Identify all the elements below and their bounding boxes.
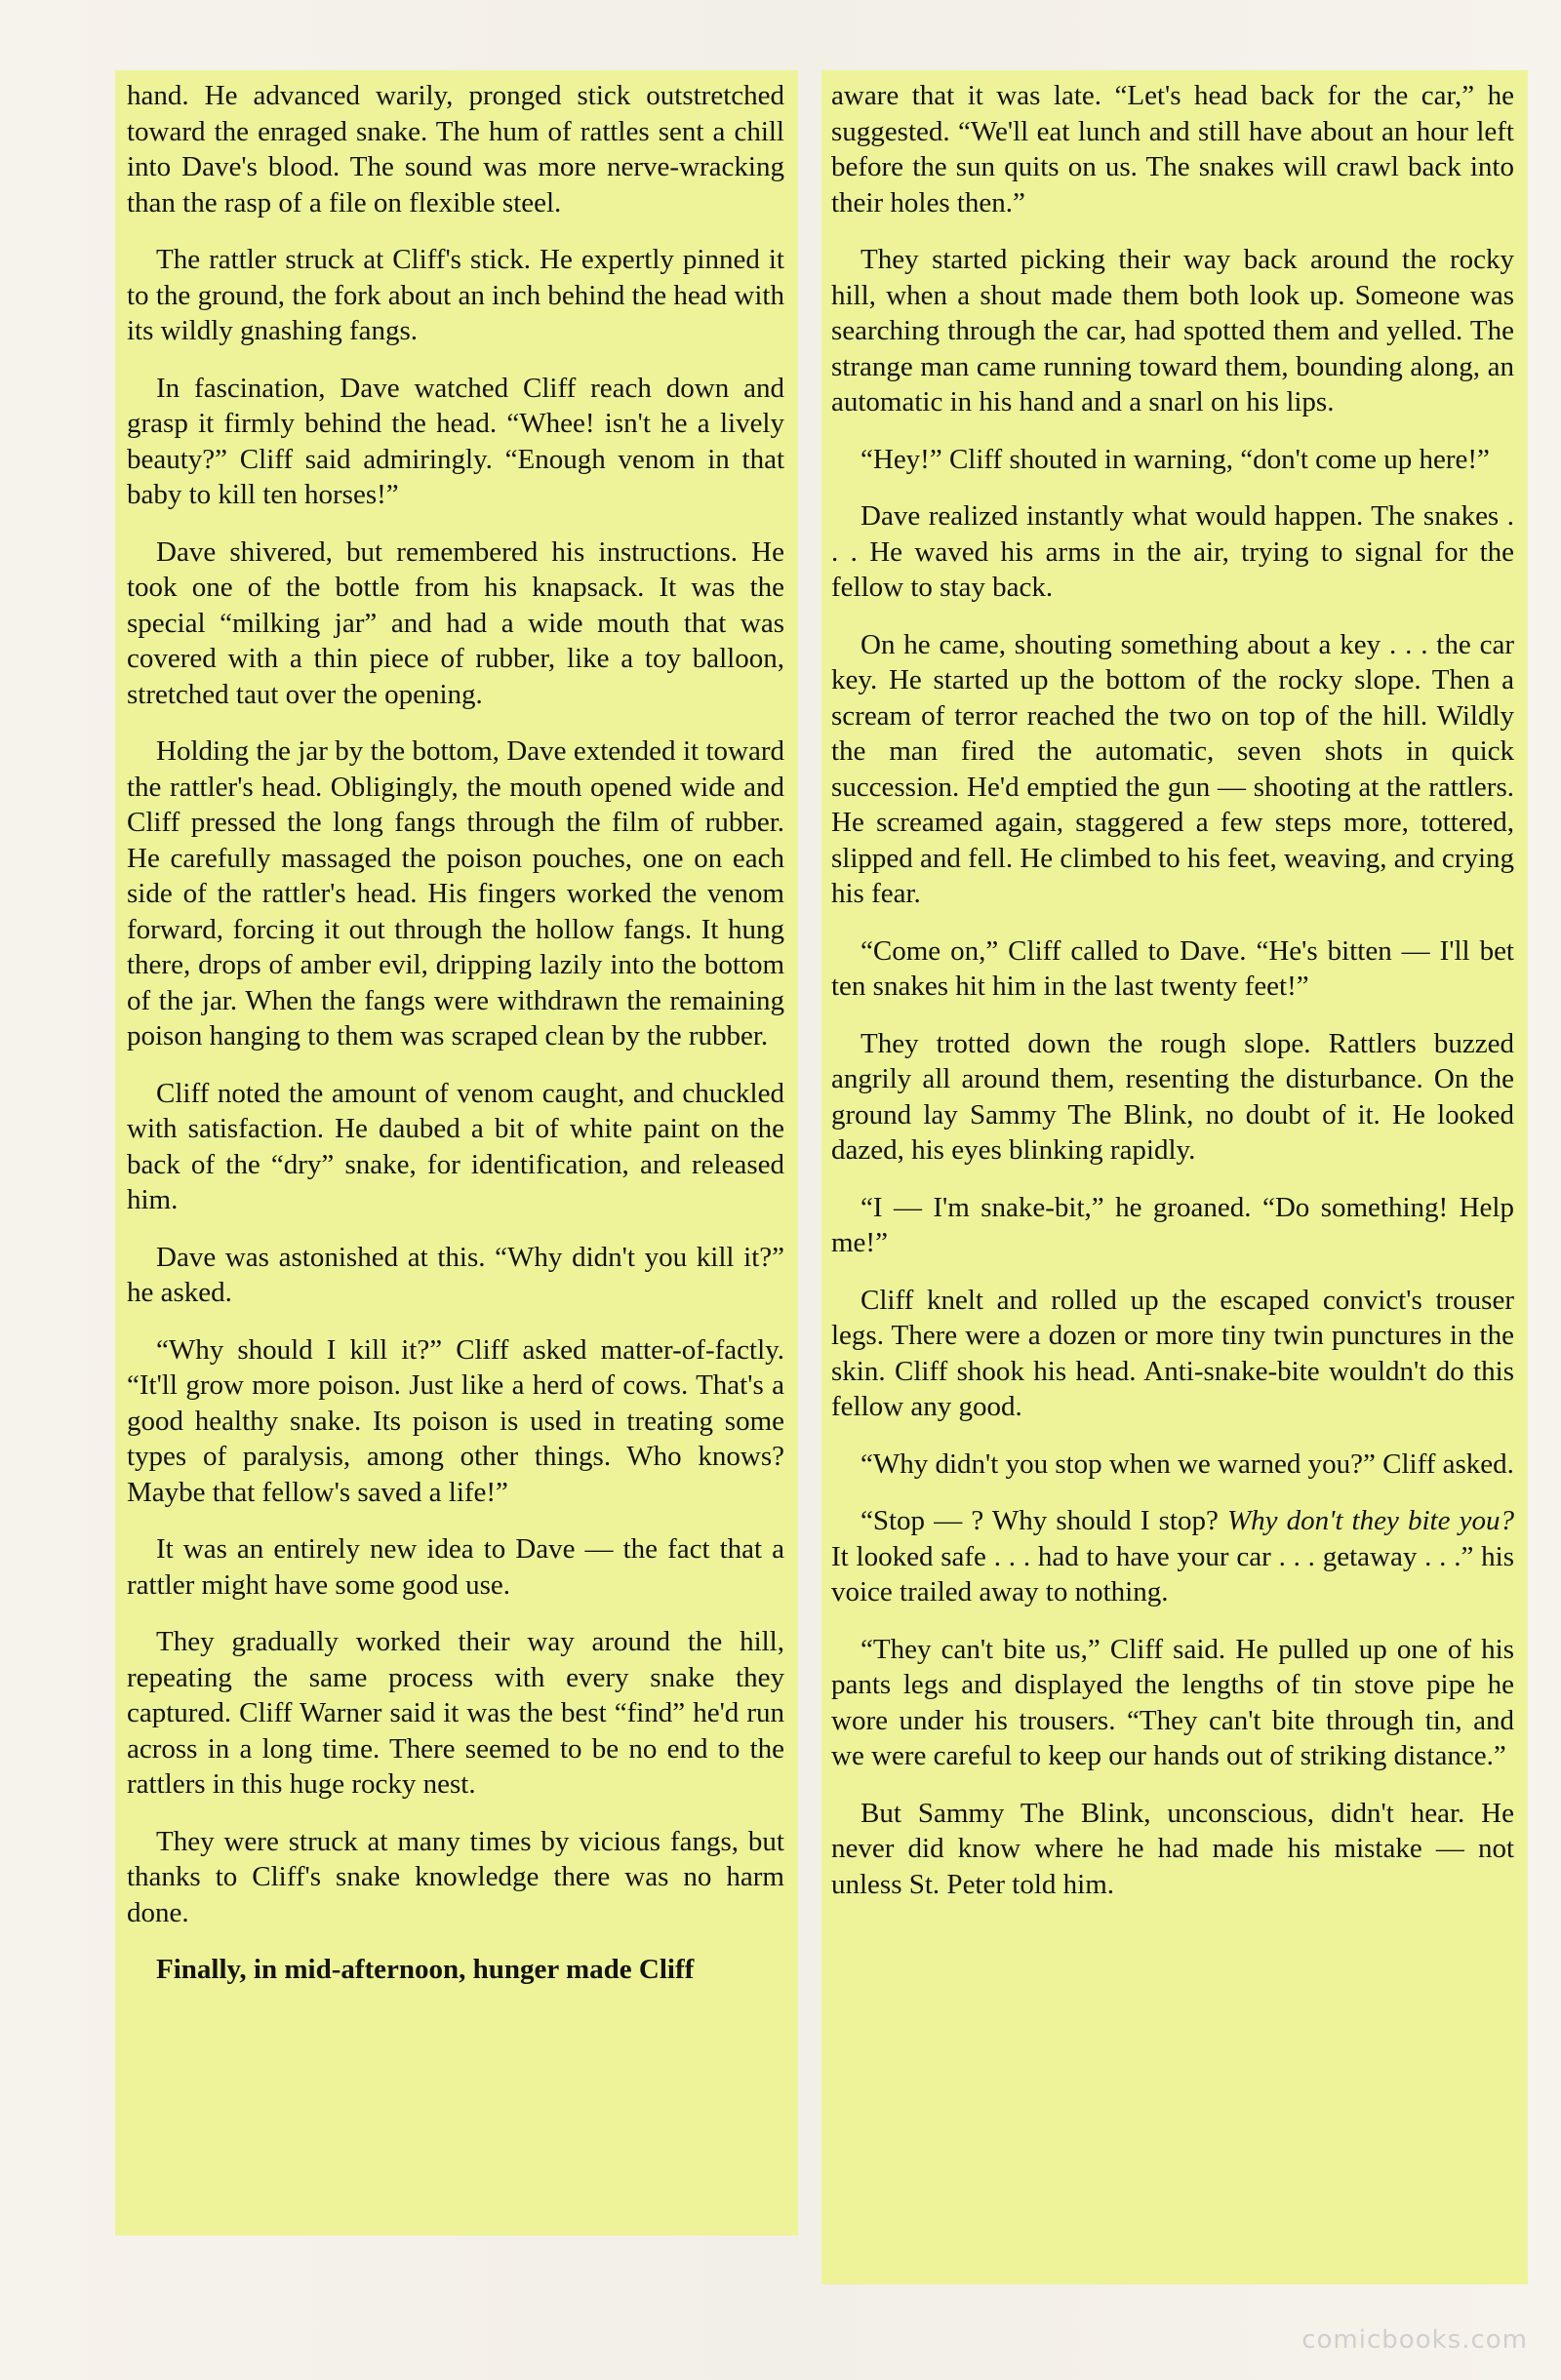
paragraph: hand. He advanced warily, pronged stick outstretched toward the enraged snake. The hum of rattles sent a chill into Dave's blood. The sound was more nerve-wracking than the rasp of a file on flexible steel.: [127, 80, 784, 218]
paragraph: Holding the jar by the bottom, Dave extended it toward the rattler's head. Obligingly, the mouth opened wide and Cliff pressed the long fangs through the film of rubber. He carefully massaged the poison pouches, one on each side of the rattler's head. His fingers worked the venom forward, forcing it out through the hollow fangs. It hung there, drops of amber evil, dripping lazily into the bottom of the jar. When the fangs were withdrawn the remaining poison hanging to them was scraped clean by the rubber.: [127, 735, 784, 1051]
italic-text-run: Why don't they bite you?: [1226, 1505, 1514, 1536]
paragraph: “Come on,” Cliff called to Dave. “He's bitten — I'll bet ten snakes hit him in the last twenty feet!”: [831, 934, 1514, 1002]
paragraph: Dave shivered, but remembered his instructions. He took one of the bottle from his knapsack. It was the special “milking jar” and had a wide mouth that was covered with a thin piece of rubber, like a toy balloon, stretched taut over the opening.: [127, 536, 784, 710]
paragraph: They were struck at many times by vicious fangs, but thanks to Cliff's snake knowledge there was no harm done.: [127, 1825, 784, 1928]
paragraph: aware that it was late. “Let's head back for the car,” he suggested. “We'll eat lunch and still have about an hour left before the sun quits on us. The snakes will crawl back into their holes then.”: [831, 80, 1514, 218]
text-run: “Stop — ? Why should I stop?: [861, 1505, 1227, 1536]
paragraph: “They can't bite us,” Cliff said. He pulled up one of his pants legs and displayed the lengths of tin stove pipe he wore under his trousers. “They can't bite through tin, and we were careful to keep our hands out of striking distance.”: [831, 1633, 1514, 1771]
paragraph: [831, 1503, 1514, 1610]
text-run: It looked safe . . . had to have your car . . . getaway . . .” his voice trailed away to nothing.: [831, 1540, 1514, 1607]
paragraph: They gradually worked their way around the hill, repeating the same process with every snake they captured. Cliff Warner said it was the best “find” he'd run across in a long time. There seemed to be no end to the rattlers in this huge rocky nest.: [127, 1626, 784, 1800]
left-text-column: [115, 70, 798, 2236]
paragraph: It was an entirely new idea to Dave — the fact that a rattler might have some good use.: [127, 1533, 784, 1601]
right-text-column: [821, 70, 1528, 2284]
paragraph-final: But Sammy The Blink, unconscious, didn't hear. He never did know where he had made his mistake — not unless St. Peter told him.: [831, 1797, 1514, 1900]
paragraph: In fascination, Dave watched Cliff reach down and grasp it firmly behind the head. “Whee! isn't he a lively beauty?” Cliff said admiringly. “Enough venom in that baby to kill ten horses!”: [127, 372, 784, 510]
paragraph: “Hey!” Cliff shouted in warning, “don't come up here!”: [861, 443, 1490, 475]
paragraph: “Why should I kill it?” Cliff asked matter-of-factly. “It'll grow more poison. Just like a herd of cows. That's a good healthy snake. Its poison is used in treating some types of paralysis, among other things. Who knows? Maybe that fellow's saved a life!”: [127, 1333, 784, 1508]
paragraph: They started picking their way back around the rocky hill, when a shout made them both look up. Someone was searching through the car, had spotted them and yelled. The strange man came running toward them, bounding along, an automatic in his hand and a snarl on his lips.: [831, 244, 1514, 417]
paragraph: The rattler struck at Cliff's stick. He expertly pinned it to the ground, the fork about an inch behind the head with its wildly gnashing fangs.: [127, 244, 784, 346]
paragraph: Dave realized instantly what would happen. The snakes . . . He waved his arms in the air, trying to signal for the fellow to stay back.: [831, 500, 1514, 603]
paragraph: Cliff noted the amount of venom caught, and chuckled with satisfaction. He daubed a bit of white paint on the back of the “dry” snake, for identification, and released him.: [127, 1077, 784, 1215]
paragraph: Dave was astonished at this. “Why didn't you kill it?” he asked.: [127, 1241, 784, 1308]
paragraph: They trotted down the rough slope. Rattlers buzzed angrily all around them, resenting the disturbance. On the ground lay Sammy The Blink, no doubt of it. He looked dazed, his eyes blinking rapidly.: [831, 1027, 1514, 1166]
paragraph-continued: Finally, in mid-afternoon, hunger made Cliff: [156, 1954, 695, 1985]
paragraph: Cliff knelt and rolled up the escaped convict's trouser legs. There were a dozen or more tiny twin punctures in the skin. Cliff shook his head. Anti-snake-bite wouldn't do this fellow any good.: [831, 1284, 1514, 1422]
paragraph: “Why didn't you stop when we warned you?” Cliff asked.: [861, 1448, 1514, 1480]
paragraph: “I — I'm snake-bit,” he groaned. “Do something! Help me!”: [831, 1191, 1514, 1258]
paragraph: On he came, shouting something about a key . . . the car key. He started up the bottom of the rocky slope. Then a scream of terror reached the two on top of the hill. Wildly the man fired the automatic, seven shots in quick succession. He'd emptied the gun — shooting at the rattlers. He screamed again, staggered a few steps more, tottered, slipped and fell. He climbed to his feet, weaving, and crying his fear.: [831, 628, 1514, 909]
site-watermark: comicbooks.com: [1301, 2325, 1528, 2355]
